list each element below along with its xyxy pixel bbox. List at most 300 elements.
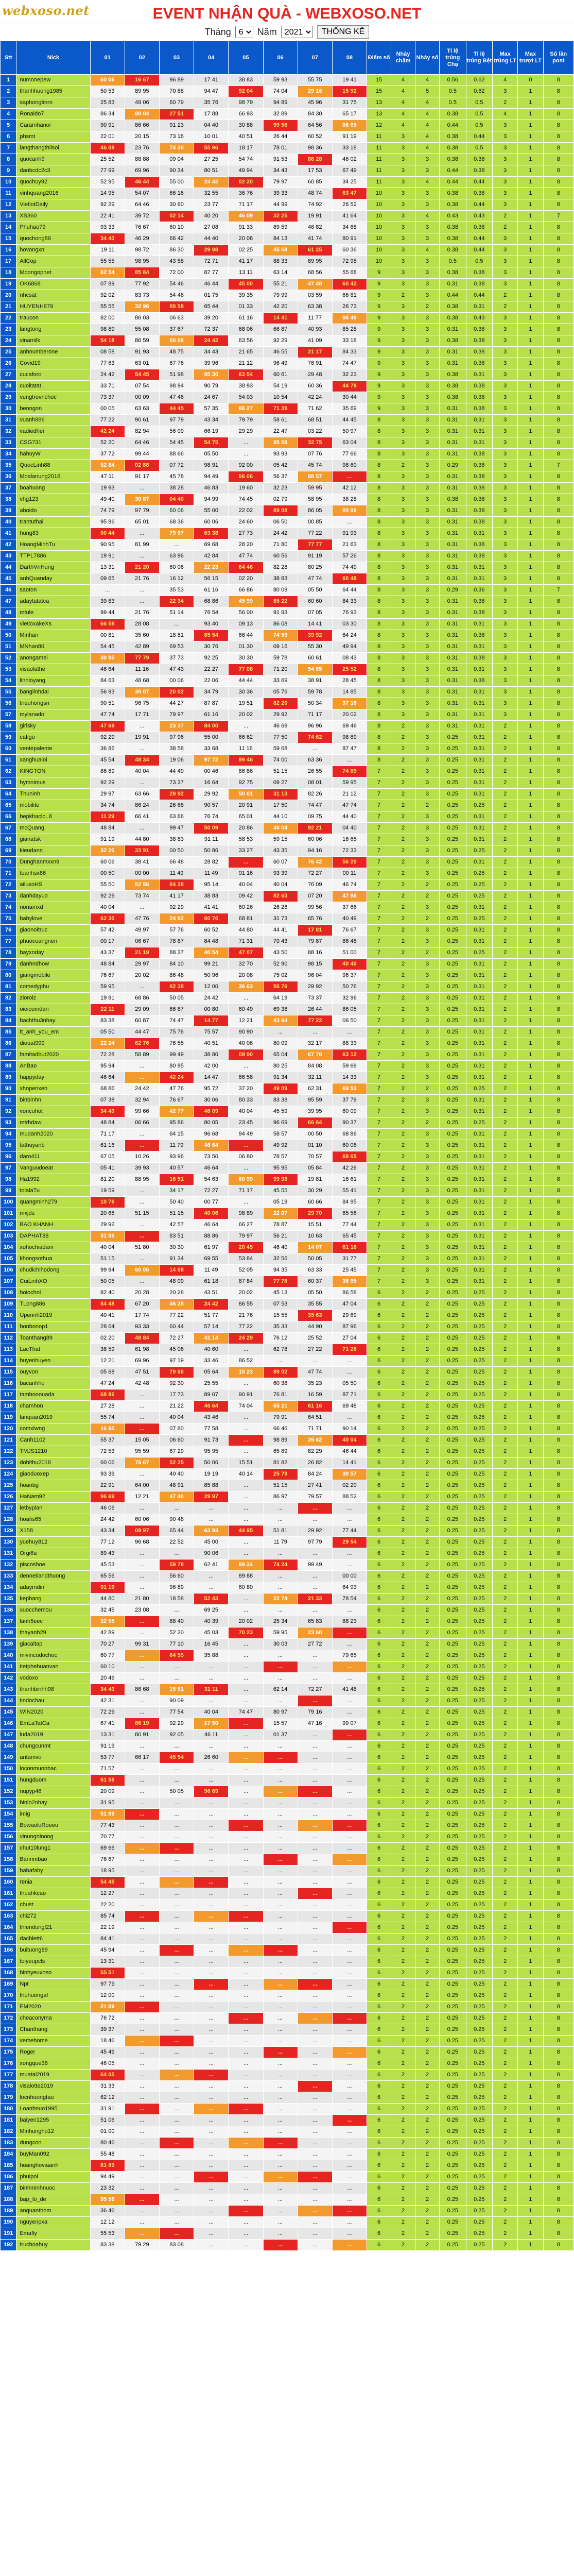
prediction-cell: 10 26 [125, 1151, 159, 1163]
nick-cell[interactable]: letbyplan [16, 1503, 90, 1514]
nick-cell[interactable]: langtong [16, 324, 90, 335]
stat-cell: 8 [543, 2115, 573, 2126]
nick-cell[interactable]: renia [16, 1877, 90, 1888]
nick-cell[interactable]: CuiLinhXO [16, 1276, 90, 1287]
nick-cell[interactable]: adaytatatca [16, 596, 90, 607]
stat-cell: 3 [415, 834, 440, 845]
prediction-cell: 32 75 [298, 437, 332, 449]
nick-cell[interactable]: Vanguudoeat [16, 1163, 90, 1174]
nick-cell[interactable]: kieudann [16, 845, 90, 857]
nick-cell[interactable]: binhminhnuoc [16, 2183, 90, 2194]
nick-cell[interactable]: tindochau [16, 1696, 90, 1707]
stat-cell: 8 [543, 1809, 573, 1820]
nick-cell[interactable]: hung83 [16, 528, 90, 539]
stat-cell: 6 [367, 1866, 391, 1877]
nick-cell[interactable]: ventepalente [16, 743, 90, 755]
nick-cell[interactable]: BAO KHANH [16, 1219, 90, 1231]
nick-cell[interactable]: X158 [16, 1526, 90, 1537]
nick-cell[interactable]: truchoahuy [16, 2240, 90, 2251]
nick-cell[interactable]: hungduom [16, 1775, 90, 1786]
nick-cell[interactable]: mobilite [16, 800, 90, 811]
nick-cell[interactable]: bap_lo_de [16, 2194, 90, 2206]
stat-cell: 1 [518, 324, 543, 335]
nick-cell[interactable]: dungcon [16, 2138, 90, 2149]
prediction-cell: 44 10 [263, 811, 298, 823]
nick-cell[interactable]: Phuhao79 [16, 222, 90, 233]
stat-cell: 0.25 [466, 1888, 493, 1900]
nick-cell[interactable]: Covid19 [16, 358, 90, 369]
stat-cell: 6 [367, 1798, 391, 1809]
stat-cell: 1 [518, 1594, 543, 1605]
nick-cell[interactable]: mcQuang [16, 823, 90, 834]
prediction-cell: 86 19 [125, 1718, 159, 1730]
nick-cell[interactable]: anhnumberone [16, 347, 90, 358]
prediction-cell: 59 68 [263, 743, 298, 755]
nick-cell[interactable]: vungtrovnchoc [16, 392, 90, 403]
nick-cell[interactable]: Emafly [16, 2228, 90, 2240]
nick-cell[interactable]: voncuhot [16, 1106, 90, 1117]
nick-cell[interactable]: luda2019 [16, 1730, 90, 1741]
nick-cell[interactable]: anongamei [16, 653, 90, 664]
nick-cell[interactable]: loconmuonbac [16, 1764, 90, 1775]
nick-cell[interactable]: khongsothua [16, 1253, 90, 1265]
nick-cell[interactable]: xohochiadam [16, 1242, 90, 1253]
nick-cell[interactable]: tietphehuanvan [16, 1662, 90, 1673]
nick-cell[interactable]: numonepew [16, 75, 90, 86]
nick-cell[interactable]: Ha1992 [16, 1174, 90, 1185]
nick-cell[interactable]: Thuninh [16, 789, 90, 800]
prediction-cell: ... [263, 1503, 298, 1514]
prediction-cell: 24 67 [194, 392, 229, 403]
nick-cell[interactable]: anhQuanday [16, 573, 90, 585]
nick-cell[interactable]: vodoxo [16, 1673, 90, 1684]
nick-cell[interactable]: nhcsat [16, 290, 90, 301]
nick-cell[interactable]: danhdayuo [16, 891, 90, 902]
nick-cell[interactable]: vinungninong [16, 1832, 90, 1843]
nick-cell[interactable]: XS360 [16, 211, 90, 222]
nick-cell[interactable]: langthangthiisoi [16, 143, 90, 154]
nick-cell[interactable]: TMJS1210 [16, 1446, 90, 1458]
stat-cell: 3 [415, 653, 440, 664]
nick-cell[interactable]: vhg123 [16, 494, 90, 505]
prediction-cell: 61 16 [298, 1401, 332, 1412]
nick-cell[interactable]: oioicomdan [16, 1004, 90, 1015]
stat-cell: 1 [518, 1480, 543, 1492]
nick-cell[interactable]: cuoitatat [16, 381, 90, 392]
nick-cell[interactable]: hoanbg [16, 1480, 90, 1492]
prediction-cell: 76 67 [332, 925, 367, 936]
nick-cell[interactable]: DAPHAT88 [16, 1231, 90, 1242]
prediction-cell: 32 70 [229, 959, 263, 970]
nick-cell[interactable]: HoangMinhTu [16, 539, 90, 551]
prediction-cell: 84 00 [194, 721, 229, 732]
row-index: 78 [1, 947, 16, 959]
prediction-cell: 22 20 [90, 1900, 125, 1911]
stat-cell: 3 [415, 313, 440, 324]
nick-cell[interactable]: mtule [16, 607, 90, 619]
nick-cell[interactable]: babafaby [16, 1866, 90, 1877]
nick-cell[interactable]: chamhon [16, 1401, 90, 1412]
stats-button[interactable]: THỐNG KÊ [317, 25, 370, 39]
stat-cell: 3 [493, 154, 518, 165]
prediction-cell: ... [125, 1956, 159, 1968]
nick-cell[interactable]: Minhan [16, 630, 90, 641]
nick-cell[interactable]: Dunghanmxxn9 [16, 857, 90, 868]
stat-cell: 9 [367, 301, 391, 313]
stat-cell: 6 [367, 2058, 391, 2070]
nick-cell[interactable]: tuanhsx86 [16, 868, 90, 879]
nick-cell[interactable]: vietloxakeXs [16, 619, 90, 630]
nick-cell[interactable]: binlo2nhay [16, 1798, 90, 1809]
prediction-cell: ... [298, 1582, 332, 1594]
nick-cell[interactable]: VietlotDaily [16, 199, 90, 211]
nick-cell[interactable]: thanhbinhh98 [16, 1684, 90, 1696]
nick-cell[interactable]: thuahkcao [16, 1888, 90, 1900]
nick-cell[interactable]: mivincudochoc [16, 1650, 90, 1662]
prediction-cell: 45 06 [159, 1344, 194, 1355]
prediction-cell: ... [332, 2058, 367, 2070]
nick-cell[interactable]: comxiwng [16, 1423, 90, 1435]
nick-cell[interactable]: quochong89 [16, 233, 90, 245]
stat-cell: 3 [415, 1265, 440, 1276]
nick-cell[interactable]: vemehome [16, 2036, 90, 2047]
nick-cell[interactable]: TTPL7886 [16, 551, 90, 562]
nick-cell[interactable]: imig [16, 1809, 90, 1820]
stat-cell: 2 [493, 2036, 518, 2047]
nick-cell[interactable]: comedyphu [16, 981, 90, 993]
prediction-cell: 76 54 [194, 607, 229, 619]
site-logo[interactable]: webxoso.net [2, 3, 90, 18]
nick-cell[interactable]: chust [16, 1900, 90, 1911]
prediction-cell: 69 68 [194, 539, 229, 551]
nick-cell[interactable]: hymnimus [16, 777, 90, 789]
nick-cell[interactable]: chungcunmt [16, 1741, 90, 1752]
nick-cell[interactable]: linhloyang [16, 675, 90, 687]
nick-cell[interactable]: OK6868 [16, 279, 90, 290]
prediction-cell: 89 88 [229, 1571, 263, 1582]
nick-cell[interactable]: thayanh29 [16, 1628, 90, 1639]
stat-cell: 1 [518, 573, 543, 585]
nick-cell[interactable]: giacaltap [16, 1639, 90, 1650]
nick-cell[interactable]: trieuhongsn [16, 698, 90, 709]
prediction-cell: 92 25 [194, 653, 229, 664]
nick-cell[interactable]: Chanthang [16, 2024, 90, 2036]
nick-cell[interactable]: phuocoangnen [16, 936, 90, 947]
nick-cell[interactable]: Ronaldo7 [16, 109, 90, 120]
stat-cell: 0.25 [440, 1616, 466, 1628]
nick-cell[interactable]: xhopenxen [16, 1083, 90, 1095]
prediction-cell: 14 95 [90, 188, 125, 199]
nick-cell[interactable]: nupyp48 [16, 1786, 90, 1798]
nick-cell[interactable]: traucon [16, 313, 90, 324]
prediction-cell: ... [298, 2092, 332, 2104]
nick-cell[interactable]: zioroiz [16, 993, 90, 1004]
nick-cell[interactable]: phuipoi [16, 2172, 90, 2183]
stat-cell: 2 [391, 1503, 415, 1514]
nick-cell[interactable]: giangmobile [16, 970, 90, 981]
prediction-cell: ... [229, 1832, 263, 1843]
nick-cell[interactable]: vinhquang2016 [16, 188, 90, 199]
prediction-cell: 77 77 [298, 539, 332, 551]
nick-cell[interactable]: dennetiandthuong [16, 1571, 90, 1582]
stat-cell: 8 [543, 630, 573, 641]
nick-cell[interactable]: antamvo [16, 1752, 90, 1764]
stat-cell: 2 [391, 2149, 415, 2160]
stat-cell: 0.25 [466, 1741, 493, 1752]
nick-cell[interactable]: thanhhuong1985 [16, 86, 90, 97]
nick-cell[interactable]: locnhuongtau [16, 2092, 90, 2104]
nick-cell[interactable]: lanh5eec [16, 1616, 90, 1628]
stat-cell: 3 [391, 369, 415, 381]
nick-cell[interactable]: TLong886 [16, 1299, 90, 1310]
prediction-cell: 23 32 [90, 2183, 125, 2194]
nick-cell[interactable]: AllCop [16, 256, 90, 267]
stat-cell: 8 [543, 1718, 573, 1730]
year-select[interactable] [281, 26, 313, 38]
stat-cell: 8 [543, 324, 573, 335]
nick-cell[interactable]: LacThat [16, 1344, 90, 1355]
prediction-cell: 69 38 [263, 1004, 298, 1015]
nick-cell[interactable]: mtrhdaw [16, 1117, 90, 1129]
nick-cell[interactable]: babylove [16, 913, 90, 925]
prediction-cell: 35 33 [263, 1321, 298, 1333]
prediction-cell: 08 43 [332, 653, 367, 664]
nick-cell[interactable]: vuanh886 [16, 415, 90, 426]
nick-cell[interactable]: famitadbut2020 [16, 1049, 90, 1061]
stat-cell: 2 [391, 1945, 415, 1956]
nick-cell[interactable]: yuehuy812 [16, 1537, 90, 1548]
prediction-cell: 40 04 [194, 1707, 229, 1718]
nick-cell[interactable]: ailuxoHS [16, 879, 90, 891]
nick-cell[interactable]: Canh1102 [16, 1435, 90, 1446]
nick-cell[interactable]: vadiedhei [16, 426, 90, 437]
nick-cell[interactable]: danbcdc2c3 [16, 165, 90, 177]
nick-cell[interactable]: Bannmbao [16, 1854, 90, 1866]
nick-cell[interactable]: KINGTON [16, 766, 90, 777]
nick-cell[interactable]: hoafis65 [16, 1514, 90, 1526]
nick-cell[interactable]: hoiochoi [16, 1287, 90, 1299]
stat-cell: 8 [543, 1423, 573, 1435]
nick-cell[interactable]: nonamxd [16, 902, 90, 913]
nick-cell[interactable]: Moalanung2016 [16, 471, 90, 483]
nick-cell[interactable]: CSG731 [16, 437, 90, 449]
stat-cell: 2 [493, 1911, 518, 1922]
nick-cell[interactable]: lanquan2019 [16, 1412, 90, 1423]
stat-cell: 0.31 [440, 279, 466, 290]
nick-cell[interactable]: cafigo [16, 732, 90, 743]
nick-cell[interactable]: piscoshoe [16, 1560, 90, 1571]
nick-cell[interactable]: EmLaTatCa [16, 1718, 90, 1730]
nick-cell[interactable]: giaonoitruc [16, 925, 90, 936]
nick-cell[interactable]: bepkhaclo..8 [16, 811, 90, 823]
nick-cell[interactable]: girlsky [16, 721, 90, 732]
nick-cell[interactable]: Roger [16, 2047, 90, 2058]
row-index: 130 [1, 1537, 16, 1548]
prediction-cell: 39 35 [229, 290, 263, 301]
stat-cell: 8 [543, 766, 573, 777]
nick-cell[interactable]: Npt [16, 1979, 90, 1990]
nick-cell[interactable]: ouyvon [16, 1367, 90, 1378]
nick-cell[interactable]: xuocchemou [16, 1605, 90, 1616]
nick-cell[interactable]: aboido [16, 505, 90, 517]
prediction-cell: 46 11 [194, 1730, 229, 1741]
nick-cell[interactable]: saphongtinrn [16, 97, 90, 109]
stat-cell: 8 [543, 607, 573, 619]
nick-cell[interactable]: dieuat999 [16, 1038, 90, 1049]
nick-cell[interactable]: muatai2019 [16, 2070, 90, 2081]
nick-cell[interactable]: xongque38 [16, 2058, 90, 2070]
nick-cell[interactable]: huyenhuyen [16, 1355, 90, 1367]
nick-cell[interactable]: gianatsk [16, 834, 90, 845]
nick-cell[interactable]: Orgi6a [16, 1548, 90, 1560]
nick-cell[interactable]: Upennh2019 [16, 1310, 90, 1321]
nick-cell[interactable]: boahuong [16, 483, 90, 494]
nick-cell[interactable]: mudanh2020 [16, 1129, 90, 1140]
stat-cell: 2 [391, 1185, 415, 1197]
nick-cell[interactable]: quangminh279 [16, 1197, 90, 1208]
stat-cell: 1 [518, 2092, 543, 2104]
stat-cell: 0.31 [466, 823, 493, 834]
stat-cell: 0.31 [466, 1231, 493, 1242]
nick-cell[interactable]: adaymdin [16, 1582, 90, 1594]
nick-cell[interactable]: hahuyW [16, 449, 90, 460]
nick-cell[interactable]: benngon [16, 403, 90, 415]
prediction-cell: 62 14 [263, 1684, 298, 1696]
nick-cell[interactable]: happyday [16, 1072, 90, 1083]
nick-cell[interactable]: binhyeuxoso [16, 1968, 90, 1979]
nick-cell[interactable]: saoton [16, 585, 90, 596]
stat-cell: 2 [493, 993, 518, 1004]
nick-cell[interactable]: baiyen1295 [16, 2115, 90, 2126]
month-select[interactable] [235, 26, 253, 38]
prediction-cell: ... [263, 2149, 298, 2160]
nick-cell[interactable]: Toanthang89 [16, 1333, 90, 1344]
nick-cell[interactable]: hovongxn [16, 245, 90, 256]
nick-cell[interactable]: mylanado [16, 709, 90, 721]
nick-cell[interactable]: tamhonouada [16, 1389, 90, 1401]
nick-cell[interactable]: bayxoday [16, 947, 90, 959]
prediction-cell: 72 27 [159, 1333, 194, 1344]
nick-cell[interactable]: cucaforo [16, 369, 90, 381]
nick-cell[interactable]: chut10lung1 [16, 1843, 90, 1854]
stat-cell: 0.25 [440, 743, 466, 755]
nick-cell[interactable]: buyMan092 [16, 2149, 90, 2160]
prediction-cell: 72 98 [332, 256, 367, 267]
nick-cell[interactable]: banglinhdai [16, 687, 90, 698]
nick-cell[interactable]: daro411 [16, 1151, 90, 1163]
nick-cell[interactable]: vinamilk [16, 335, 90, 347]
stat-cell: 0.25 [440, 1900, 466, 1911]
nick-cell[interactable]: thuhuongaf [16, 1990, 90, 2002]
nick-cell[interactable]: quocanh9 [16, 154, 90, 165]
nick-cell[interactable]: toiyeupcls [16, 1956, 90, 1968]
prediction-cell: ... [125, 1877, 159, 1888]
nick-cell[interactable]: Moongophet [16, 267, 90, 279]
nick-cell[interactable]: AnBao [16, 1061, 90, 1072]
prediction-cell: 26 44 [263, 131, 298, 143]
nick-cell[interactable]: visaolathe [16, 664, 90, 675]
nick-cell[interactable]: kepbang [16, 1594, 90, 1605]
stat-cell: 1 [518, 1752, 543, 1764]
nick-cell[interactable]: bachthu3nhay [16, 1015, 90, 1027]
nick-cell[interactable]: chudichihodong [16, 1265, 90, 1276]
stat-cell: 2 [391, 879, 415, 891]
row-index: 177 [1, 2070, 16, 2081]
nick-cell[interactable]: anquanthom [16, 2206, 90, 2217]
prediction-cell: ... [229, 1809, 263, 1820]
nick-cell[interactable]: thiendungl21 [16, 1922, 90, 1934]
nick-cell[interactable]: phsmt [16, 131, 90, 143]
nick-cell[interactable]: QuocLinh88 [16, 460, 90, 471]
nick-cell[interactable]: DarthVnHung [16, 562, 90, 573]
prediction-cell: ... [194, 2047, 229, 2058]
nick-cell[interactable]: trantuthai [16, 517, 90, 528]
nick-cell[interactable]: hoanghoviaanh [16, 2160, 90, 2172]
nick-cell[interactable]: bonbonop1 [16, 1321, 90, 1333]
nick-cell[interactable]: tt_anh_you_em [16, 1027, 90, 1038]
prediction-cell: 73 37 [90, 392, 125, 403]
prediction-cell: ... [263, 1650, 298, 1662]
stat-cell: 2 [391, 970, 415, 981]
nick-cell[interactable]: HaNam92 [16, 1492, 90, 1503]
nick-cell[interactable]: visalotte2019 [16, 2081, 90, 2092]
prediction-cell: 74 30 [159, 143, 194, 154]
nick-cell[interactable]: Minhungho12 [16, 2126, 90, 2138]
prediction-cell: 45 99 [229, 596, 263, 607]
nick-cell[interactable]: chi272 [16, 1911, 90, 1922]
stat-cell: 8 [543, 426, 573, 437]
prediction-cell: ... [229, 437, 263, 449]
nick-cell[interactable]: tolalaTu [16, 1185, 90, 1197]
nick-cell[interactable]: giaoduoxep [16, 1469, 90, 1480]
nick-cell[interactable]: Caramhanoi [16, 120, 90, 131]
prediction-cell: ... [332, 2002, 367, 2013]
nick-cell[interactable]: dacbiett6 [16, 1934, 90, 1945]
nick-cell[interactable]: BowaoluRoeeu [16, 1820, 90, 1832]
nick-cell[interactable]: EM2020 [16, 2002, 90, 2013]
nick-cell[interactable]: Loanhnuo1995 [16, 2104, 90, 2115]
prediction-cell: 91 23 [159, 120, 194, 131]
nick-cell[interactable]: bacanhhu [16, 1378, 90, 1389]
nick-cell[interactable]: danhndhow [16, 959, 90, 970]
nick-cell[interactable]: binbinhn [16, 1095, 90, 1106]
prediction-cell: 97 79 [90, 1979, 125, 1990]
prediction-cell: ... [229, 1673, 263, 1684]
prediction-cell: 66 59 [90, 619, 125, 630]
prediction-cell: 36 95 [332, 1276, 367, 1287]
prediction-cell: 98 36 [298, 143, 332, 154]
column-header: 01 [90, 41, 125, 75]
prediction-cell: ... [125, 1820, 159, 1832]
nick-cell[interactable]: buituong89 [16, 1945, 90, 1956]
prediction-cell: 99 49 [159, 1049, 194, 1061]
stat-cell: 0.25 [440, 902, 466, 913]
nick-cell[interactable]: quochuy92 [16, 177, 90, 188]
nick-cell[interactable]: HUYENH879 [16, 301, 90, 313]
row-index: 60 [1, 743, 16, 755]
nick-cell[interactable]: xanghualoi [16, 755, 90, 766]
nick-cell[interactable]: tathuyanb [16, 1140, 90, 1151]
nick-cell[interactable]: cheaconyma [16, 2013, 90, 2024]
nick-cell[interactable]: WIN2020 [16, 1707, 90, 1718]
nick-cell[interactable]: dohithu2018 [16, 1458, 90, 1469]
stat-cell: 3 [391, 324, 415, 335]
nick-cell[interactable]: MNhan80 [16, 641, 90, 653]
nick-cell[interactable]: nguyenpxa [16, 2217, 90, 2228]
nick-cell[interactable]: mxjds [16, 1208, 90, 1219]
prediction-cell: 20 45 [229, 1242, 263, 1253]
stat-cell: 10 [367, 188, 391, 199]
